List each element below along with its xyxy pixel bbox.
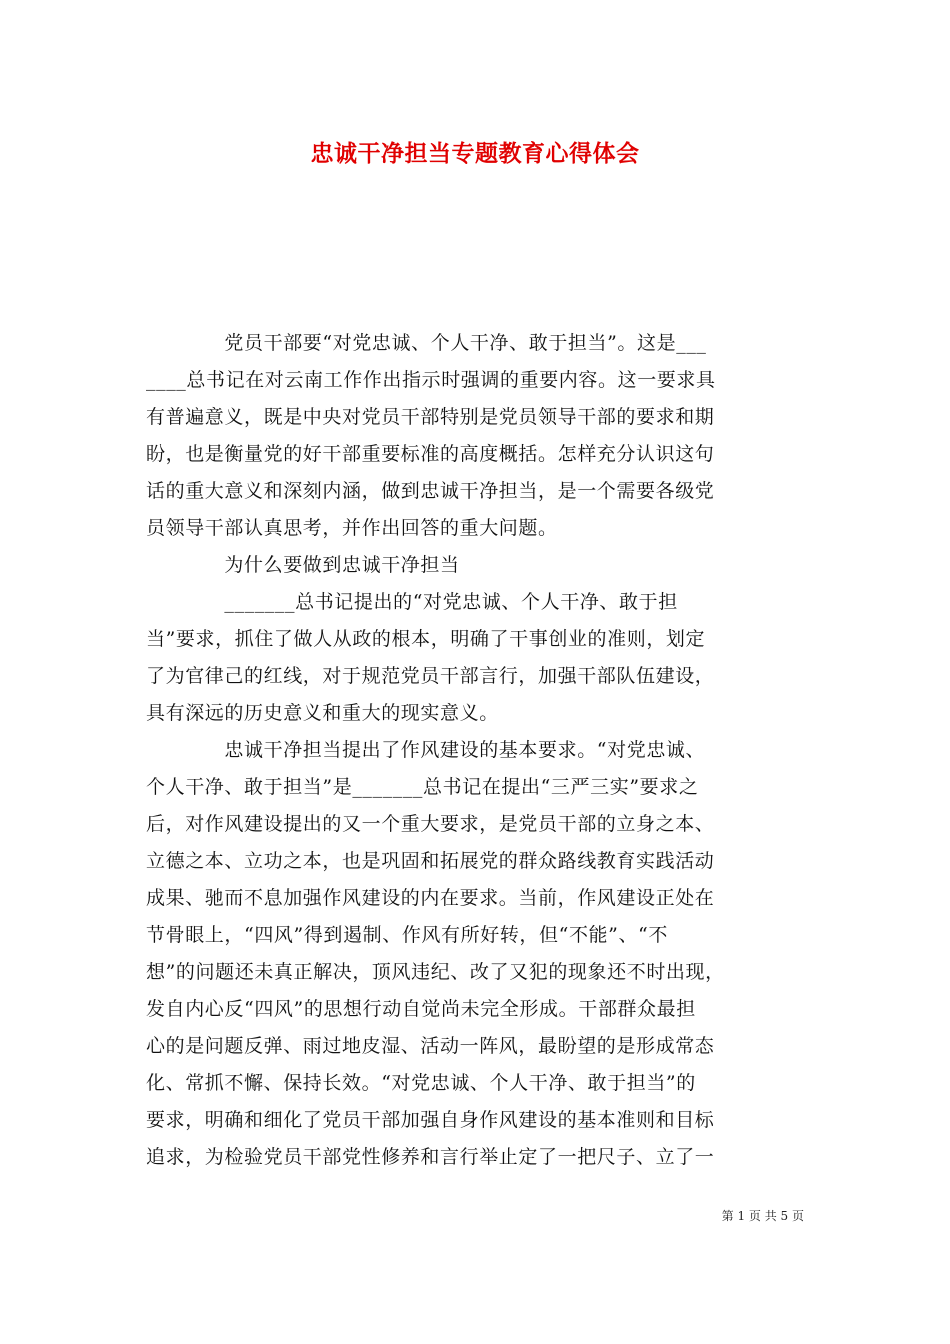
body-line: 追求，为检验党员干部党性修养和言行举止定了一把尺子、立了一 (146, 1146, 715, 1168)
page-number-footer: 第 1 页 共 5 页 (721, 1209, 804, 1223)
document-title: 忠诚干净担当专题教育心得体会 (310, 140, 640, 167)
body-line: 员领导干部认真思考，并作出回答的重大问题。 (146, 517, 558, 539)
body-line: 忠诚干净担当提出了作风建设的基本要求。“对党忠诚、 (146, 739, 706, 761)
body-line: 个人干净、敢于担当”是_______总书记在提出“三严三实”要求之 (146, 776, 699, 798)
body-line: 化、常抓不懈、保持长效。“对党忠诚、个人干净、敢于担当”的 (146, 1072, 696, 1094)
body-line: 话的重大意义和深刻内涵，做到忠诚干净担当，是一个需要各级党 (146, 480, 715, 502)
body-line: 成果、驰而不息加强作风建设的内在要求。当前，作风建设正处在 (146, 887, 715, 909)
body-line: 发自内心反“四风”的思想行动自觉尚未完全形成。干部群众最担 (146, 998, 696, 1020)
body-line: 当”要求，抓住了做人从政的根本，明确了干事创业的准则，划定 (146, 628, 706, 650)
body-line: _______总书记提出的“对党忠诚、个人干净、敢于担 (146, 591, 678, 613)
section-heading: 为什么要做到忠诚干净担当 (146, 554, 460, 576)
body-line: ____总书记在对云南工作作出指示时强调的重要内容。这一要求具 (146, 369, 716, 391)
body-line: 盼，也是衡量党的好干部重要标准的高度概括。怎样充分认识这句 (146, 443, 715, 465)
body-line: 有普遍意义，既是中央对党员干部特别是党员领导干部的要求和期 (146, 406, 715, 428)
body-line: 立德之本、立功之本，也是巩固和拓展党的群众路线教育实践活动 (146, 850, 715, 872)
body-line: 节骨眼上，“四风”得到遏制、作风有所好转，但“不能”、“不 (146, 924, 668, 946)
body-line: 具有深远的历史意义和重大的现实意义。 (146, 702, 499, 724)
body-line: 了为官律己的红线，对于规范党员干部言行，加强干部队伍建设， (146, 665, 715, 687)
body-line: 想”的问题还未真正解决，顶风违纪、改了又犯的现象还不时出现， (146, 961, 725, 983)
body-line: 党员干部要“对党忠诚、个人干净、敢于担当”。这是___ (146, 332, 707, 354)
body-line: 心的是问题反弹、雨过地皮湿、活动一阵风，最盼望的是形成常态 (146, 1035, 715, 1057)
body-line: 要求，明确和细化了党员干部加强自身作风建设的基本准则和目标 (146, 1109, 715, 1131)
body-line: 后，对作风建设提出的又一个重大要求，是党员干部的立身之本、 (146, 813, 715, 835)
